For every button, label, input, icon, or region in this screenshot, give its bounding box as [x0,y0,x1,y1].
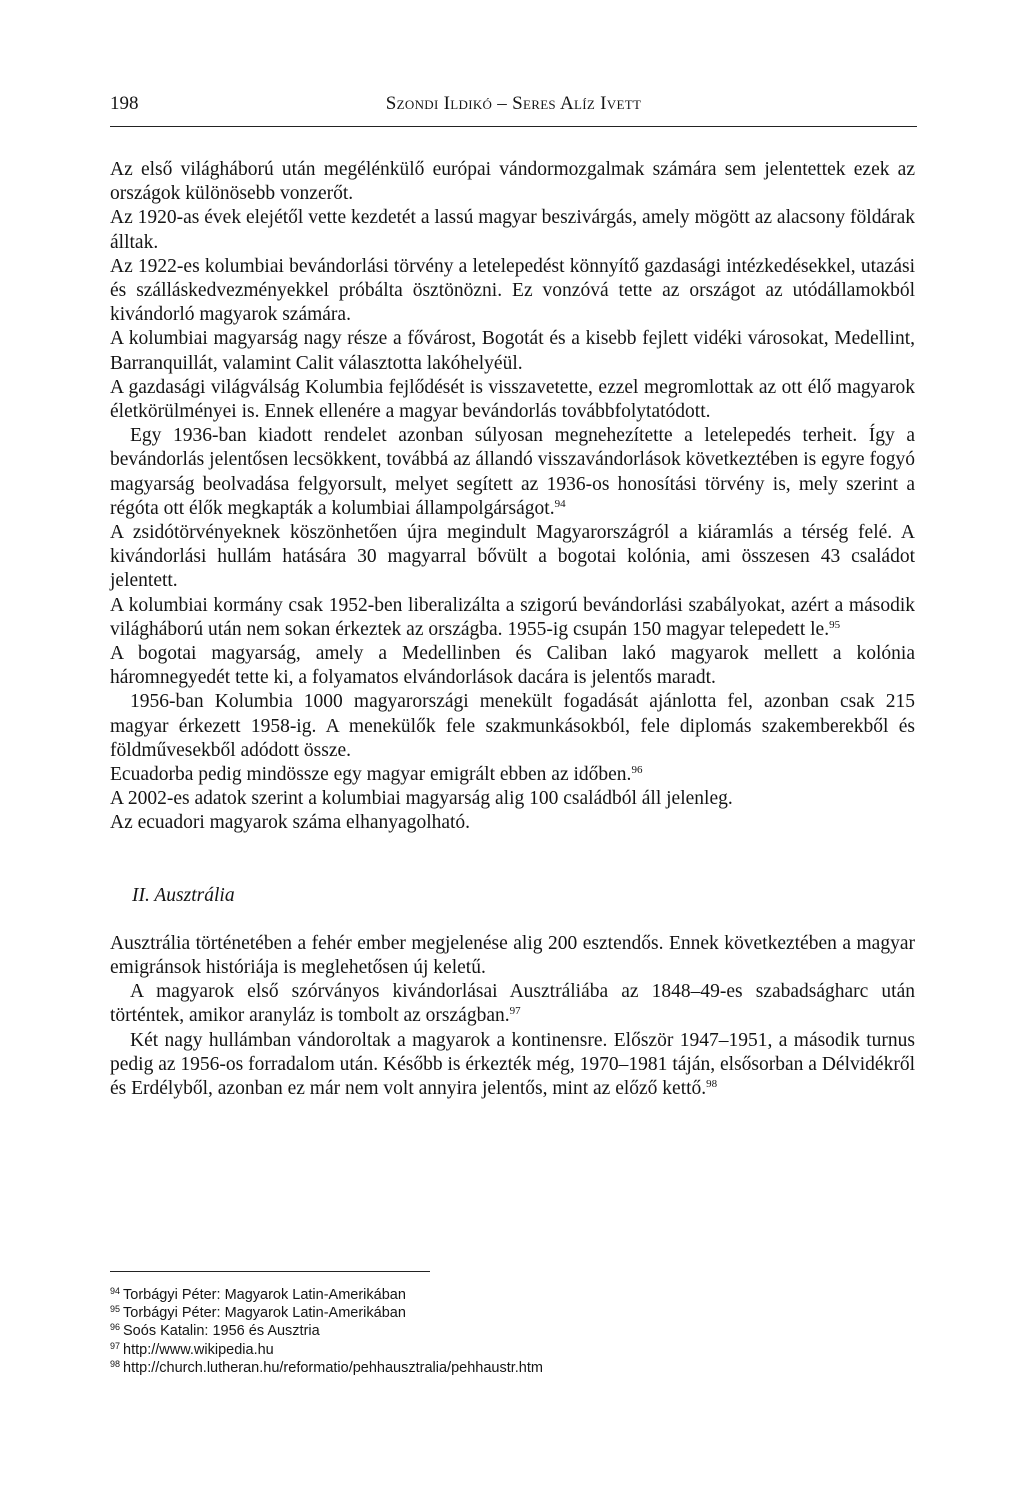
footnote-link[interactable]: $^{98}$ http://church.lutheran.hu/reformatio/pehhausztralia/pehhaustr.htm [110,1358,543,1376]
footnote-rule [110,1271,430,1272]
footnote-ref: 94 [554,497,566,510]
footnote-ref: 97 [509,1005,521,1018]
paragraph: A 2002-es adatok szerint a kolumbiai magyarság alig 100 családból áll jelenleg. [110,788,733,810]
paragraph: Az első világháború után megélénkülő európai vándormozgalmak számára sem jelentettek ezek az országok különösebb vonzerőt. [110,159,915,205]
spacer [110,836,915,860]
paragraph: Az ecuadori magyarok száma elhanyagolható. [110,812,471,834]
paragraph: Ecuadorba pedig mindössze egy magyar emigrált ebben az időben.$^{96}$ [110,764,643,786]
spacer [110,860,915,884]
footnote-link[interactable]: $^{97}$ http://www.wikipedia.hu [110,1340,274,1358]
paragraph: Az 1920-as évek elejétől vette kezdetét a lassú magyar beszivárgás, amely mögött az alacsony földárak álltak. [110,207,915,253]
paragraph: Az 1922-es kolumbiai bevándorlási törvény a letelepedést könnyítő gazdasági intézkedésekkel, utazási és szálláskedvezményekkel próbálta ösztönözni. Ez vonzóvá tette az országot az utódállamokból kivándorló magyarok számára. [110,255,915,326]
paragraph: Két nagy hullámban vándoroltak a magyarok a kontinensre. Először 1947–1951, a második turnus pedig az 1956-os forradalom után. Később is érkezték még, 1970–1981 táján, elsősorban a Délvidékről és Erdélyből, azonban ez már nem volt annyira jelentős, mint az előző kettő.$^{98}$ [110,1029,915,1099]
footnote: $^{96}$ Soós Katalin: 1956 és Ausztria [110,1322,320,1340]
paragraph: A kolumbiai magyarság nagy része a fővárost, Bogotát és a kisebb fejlett vidéki városokat, Medellint, Barranquillát, valamint Calit választotta lakóhelyéül. [110,328,915,374]
section-heading: II. Ausztrália [132,884,235,906]
paragraph: A magyarok első szórványos kivándorlásai Ausztráliába az 1848–49-es szabadságharc után történtek, amikor aranyláz is tombolt az országban.$^{97}$ [110,981,915,1027]
paragraph: A zsidótörvényeknek köszönhetően újra megindult Magyarországról a kiáramlás a térség felé. A kivándorlási hullám hatására 30 magyarral bővült a bogotai kolónia, ami összesen 43 családot jelentett. [110,522,915,592]
paragraph: Egy 1936-ban kiadott rendelet azonban súlyosan megnehezítette a letelepedés terheit. Így a bevándorlás jelentősen lecsökkent, továbbá az állandó visszavándorlások következtében is egyre fogyó magyarság beolvadása felgyorsult, melyet segített az 1936-os honosítási törvény is, mely szerint a régóta ott élők megkapták a kolumbiai állampolgárságot.$^{94}$ [110,425,915,519]
footnote: $^{95}$ Torbágyi Péter: Magyarok Latin-Amerikában [110,1304,406,1322]
footnote-ref: 95 [829,618,841,631]
footnote-ref: 98 [706,1077,718,1090]
body-text [110,158,915,1101]
page-number: 198 [110,93,139,114]
paragraph: A gazdasági világválság Kolumbia fejlődését is visszavetette, ezzel megromlottak az ott élő magyarok életkörülményei is. Ennek ellenére a magyar bevándorlás továbbfolytatódott. [110,376,915,423]
footnote-ref: 96 [631,764,643,777]
paragraph: A kolumbiai kormány csak 1952-ben liberalizálta a szigorú bevándorlási szabályokat, azért a második világháború után nem sokan érkeztek az országba. 1955-ig csupán 150 magyar telepedett le.$^{95}$ [110,594,915,640]
footnote: $^{94}$ Torbágyi Péter: Magyarok Latin-Amerikában [110,1286,406,1303]
footnotes [110,1286,915,1377]
header-rule [110,126,917,127]
running-head: Szondi Ildikó – Seres Alíz Ivett [385,93,642,114]
paragraph: A bogotai magyarság, amely a Medellinben és Caliban lakó magyarok mellett a kolónia háromnegyedét tette ki, a folyamatos elvándorlások dacára is jelentős maradt. [110,643,915,689]
paragraph: 1956-ban Kolumbia 1000 magyarországi menekült fogadását ajánlotta fel, azonban csak 215 magyar érkezett 1958-ig. A menekülők fele szakmunkásokból, fele diplomás szakemberekből és földművesekből adódott össze. [110,691,915,761]
paragraph: Ausztrália történetében a fehér ember megjelenése alig 200 esztendős. Ennek következtében a magyar emigránsok históriája is meglehetősen új keletű. [110,932,915,978]
